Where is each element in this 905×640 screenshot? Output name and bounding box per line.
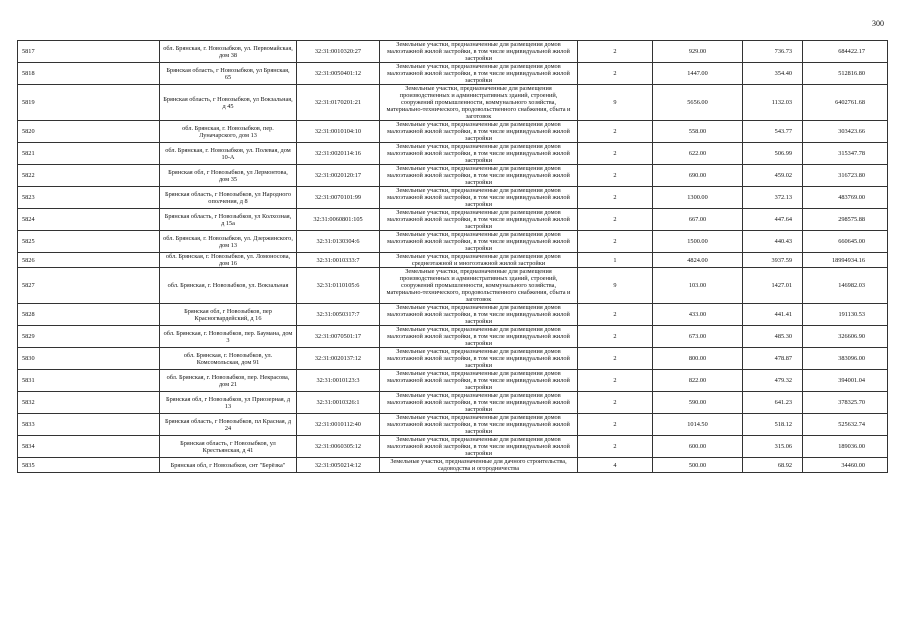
table-row: [18, 63, 888, 85]
cadastral-value-cell: 525632.74: [803, 414, 888, 436]
cadastral-value-cell: 315347.78: [803, 143, 888, 165]
specific-value-cell: 459.02: [743, 165, 803, 187]
specific-value-cell: 372.13: [743, 187, 803, 209]
area-cell: 667.00: [653, 209, 743, 231]
area-cell: 822.00: [653, 370, 743, 392]
area-cell: 622.00: [653, 143, 743, 165]
land-category-cell: Земельные участки, предназначенные для размещения домов малоэтажной жилой застройки, в том числе индивидуальной жилой застройки: [380, 392, 578, 414]
address-cell: Брянская область, г Новозыбков, пл Красная, д 24: [160, 414, 297, 436]
area-cell: 600.00: [653, 436, 743, 458]
table-row: [18, 414, 888, 436]
cadastral-number-cell: 32:31:0010326:1: [297, 392, 380, 414]
specific-value-cell: 1427.01: [743, 268, 803, 304]
specific-value-cell: 3937.59: [743, 253, 803, 268]
group-cell: 2: [578, 326, 653, 348]
cadastral-number-cell: 32:31:0010112:40: [297, 414, 380, 436]
table-row: [18, 143, 888, 165]
cadastral-number-cell: 32:31:0050317:7: [297, 304, 380, 326]
group-cell: 2: [578, 209, 653, 231]
table-row: [18, 121, 888, 143]
area-cell: 690.00: [653, 165, 743, 187]
area-cell: 500.00: [653, 458, 743, 473]
cadastral-value-cell: 394001.04: [803, 370, 888, 392]
table-row: [18, 268, 888, 304]
land-category-cell: Земельные участки, предназначенные для размещения домов малоэтажной жилой застройки, в том числе индивидуальной жилой застройки: [380, 414, 578, 436]
row-number-cell: 5824: [18, 209, 160, 231]
cadastral-number-cell: 32:31:0010320:27: [297, 41, 380, 63]
area-cell: 103.00: [653, 268, 743, 304]
row-number-cell: 5832: [18, 392, 160, 414]
row-number-cell: 5828: [18, 304, 160, 326]
row-number-cell: 5826: [18, 253, 160, 268]
row-number-cell: 5835: [18, 458, 160, 473]
specific-value-cell: 315.06: [743, 436, 803, 458]
cadastral-value-cell: 298575.88: [803, 209, 888, 231]
address-cell: обл. Брянская, г. Новозыбков, ул. Ломоносова, дом 16: [160, 253, 297, 268]
area-cell: 1447.00: [653, 63, 743, 85]
land-category-cell: Земельные участки, предназначенные для размещения домов малоэтажной жилой застройки, в том числе индивидуальной жилой застройки: [380, 304, 578, 326]
land-category-cell: Земельные участки, предназначенные для размещения домов малоэтажной жилой застройки, в том числе индивидуальной жилой застройки: [380, 165, 578, 187]
area-cell: 673.00: [653, 326, 743, 348]
area-cell: 558.00: [653, 121, 743, 143]
address-cell: Брянская обл, г Новозыбков, снт "Берёзка": [160, 458, 297, 473]
row-number-cell: 5822: [18, 165, 160, 187]
land-category-cell: Земельные участки, предназначенные для размещения домов малоэтажной жилой застройки, в том числе индивидуальной жилой застройки: [380, 231, 578, 253]
group-cell: 1: [578, 253, 653, 268]
cadastral-number-cell: 32:31:0050214:12: [297, 458, 380, 473]
group-cell: 2: [578, 304, 653, 326]
address-cell: Брянская область, г Новозыбков, ул Колхозная, д 15а: [160, 209, 297, 231]
specific-value-cell: 518.12: [743, 414, 803, 436]
cadastral-number-cell: 32:31:0020120:17: [297, 165, 380, 187]
specific-value-cell: 641.23: [743, 392, 803, 414]
specific-value-cell: 543.77: [743, 121, 803, 143]
address-cell: Брянская обл, г Новозыбков, ул Приозерная, д 13: [160, 392, 297, 414]
table-row: [18, 41, 888, 63]
row-number-cell: 5830: [18, 348, 160, 370]
address-cell: обл. Брянская, г. Новозыбков, ул. Дзержинского, дом 13: [160, 231, 297, 253]
specific-value-cell: 440.43: [743, 231, 803, 253]
group-cell: 2: [578, 392, 653, 414]
area-cell: 5656.00: [653, 85, 743, 121]
table-row: [18, 326, 888, 348]
specific-value-cell: 447.64: [743, 209, 803, 231]
area-cell: 4824.00: [653, 253, 743, 268]
address-cell: обл. Брянская, г. Новозыбков, пер. Баумана, дом 3: [160, 326, 297, 348]
cadastral-value-cell: 191130.53: [803, 304, 888, 326]
row-number-cell: 5821: [18, 143, 160, 165]
land-category-cell: Земельные участки, предназначенные для дачного строительства, садоводства и огородничества: [380, 458, 578, 473]
cadastral-number-cell: 32:31:0010104:10: [297, 121, 380, 143]
table-row: [18, 392, 888, 414]
cadastral-value-cell: 326606.90: [803, 326, 888, 348]
table-row: [18, 253, 888, 268]
row-number-cell: 5818: [18, 63, 160, 85]
specific-value-cell: 736.73: [743, 41, 803, 63]
address-cell: обл. Брянская, г. Новозыбков, ул. Полевая, дом 10-А: [160, 143, 297, 165]
land-category-cell: Земельные участки, предназначенные для размещения производственных и административных зданий, строений, сооружений промышленности, коммунального хозяйства, материально-технического, продовольственного снабжения, сбыта и заготовок: [380, 85, 578, 121]
cadastral-value-table: [17, 40, 888, 473]
cadastral-value-cell: 483769.00: [803, 187, 888, 209]
land-category-cell: Земельные участки, предназначенные для размещения производственных и административных зданий, строений, сооружений промышленности, коммунального хозяйства, материально-технического, продовольственного снабжения, сбыта и заготовок: [380, 268, 578, 304]
land-category-cell: Земельные участки, предназначенные для размещения домов малоэтажной жилой застройки, в том числе индивидуальной жилой застройки: [380, 326, 578, 348]
row-number-cell: 5820: [18, 121, 160, 143]
row-number-cell: 5823: [18, 187, 160, 209]
area-cell: 800.00: [653, 348, 743, 370]
cadastral-number-cell: 32:31:0010333:7: [297, 253, 380, 268]
land-category-cell: Земельные участки, предназначенные для размещения домов малоэтажной жилой застройки, в том числе индивидуальной жилой застройки: [380, 209, 578, 231]
table-row: [18, 436, 888, 458]
group-cell: 2: [578, 143, 653, 165]
cadastral-value-cell: 303423.66: [803, 121, 888, 143]
cadastral-value-cell: 684422.17: [803, 41, 888, 63]
row-number-cell: 5817: [18, 41, 160, 63]
land-category-cell: Земельные участки, предназначенные для размещения домов малоэтажной жилой застройки, в том числе индивидуальной жилой застройки: [380, 436, 578, 458]
area-cell: 433.00: [653, 304, 743, 326]
address-cell: Брянская обл, г Новозыбков, ул Лермонтова, дом 35: [160, 165, 297, 187]
cadastral-value-cell: 34460.00: [803, 458, 888, 473]
cadastral-value-cell: 18994934.16: [803, 253, 888, 268]
specific-value-cell: 68.92: [743, 458, 803, 473]
area-cell: 590.00: [653, 392, 743, 414]
table-row: [18, 458, 888, 473]
group-cell: 2: [578, 63, 653, 85]
group-cell: 2: [578, 121, 653, 143]
cadastral-value-cell: 378325.70: [803, 392, 888, 414]
address-cell: обл. Брянская, г. Новозыбков, ул. Вокзальная: [160, 268, 297, 304]
table-row: [18, 231, 888, 253]
cadastral-number-cell: 32:31:0020137:12: [297, 348, 380, 370]
land-category-cell: Земельные участки, предназначенные для размещения домов малоэтажной жилой застройки, в том числе индивидуальной жилой застройки: [380, 41, 578, 63]
cadastral-number-cell: 32:31:0060801:105: [297, 209, 380, 231]
cadastral-number-cell: 32:31:0050401:12: [297, 63, 380, 85]
specific-value-cell: 479.32: [743, 370, 803, 392]
cadastral-value-cell: 189036.00: [803, 436, 888, 458]
specific-value-cell: 354.40: [743, 63, 803, 85]
land-category-cell: Земельные участки, предназначенные для размещения домов среднеэтажной и многоэтажной жилой застройки: [380, 253, 578, 268]
area-cell: 929.00: [653, 41, 743, 63]
area-cell: 1300.00: [653, 187, 743, 209]
cadastral-value-cell: 146982.03: [803, 268, 888, 304]
row-number-cell: 5831: [18, 370, 160, 392]
area-cell: 1500.00: [653, 231, 743, 253]
specific-value-cell: 506.99: [743, 143, 803, 165]
row-number-cell: 5827: [18, 268, 160, 304]
group-cell: 2: [578, 187, 653, 209]
group-cell: 2: [578, 41, 653, 63]
address-cell: Брянская область, г Новозыбков, ул Вокзальная, д 45: [160, 85, 297, 121]
row-number-cell: 5825: [18, 231, 160, 253]
table-row: [18, 165, 888, 187]
group-cell: 2: [578, 348, 653, 370]
cadastral-number-cell: 32:31:0170201:21: [297, 85, 380, 121]
table-row: [18, 348, 888, 370]
table-row: [18, 209, 888, 231]
table-body: [18, 41, 888, 473]
address-cell: обл. Брянская, г. Новозыбков, ул. Комсомольская, дом 91: [160, 348, 297, 370]
cadastral-value-cell: 6402761.68: [803, 85, 888, 121]
land-category-cell: Земельные участки, предназначенные для размещения домов малоэтажной жилой застройки, в том числе индивидуальной жилой застройки: [380, 370, 578, 392]
row-number-cell: 5833: [18, 414, 160, 436]
row-number-cell: 5834: [18, 436, 160, 458]
row-number-cell: 5819: [18, 85, 160, 121]
cadastral-number-cell: 32:31:0020114:16: [297, 143, 380, 165]
cadastral-value-cell: 660645.00: [803, 231, 888, 253]
address-cell: обл. Брянская, г. Новозыбков, ул. Первомайская, дом 38: [160, 41, 297, 63]
page-number: 300: [872, 19, 884, 28]
table-row: [18, 187, 888, 209]
address-cell: Брянская область, г Новозыбков, ул Народного ополчения, д 8: [160, 187, 297, 209]
cadastral-value-cell: 383096.00: [803, 348, 888, 370]
cadastral-number-cell: 32:31:0070101:99: [297, 187, 380, 209]
group-cell: 9: [578, 85, 653, 121]
cadastral-number-cell: 32:31:0060305:12: [297, 436, 380, 458]
address-cell: Брянская область, г Новозыбков, ул Крестьянская, д 41: [160, 436, 297, 458]
address-cell: Брянская область, г Новозыбков, ул Брянская, 65: [160, 63, 297, 85]
group-cell: 2: [578, 414, 653, 436]
cadastral-number-cell: 32:31:0070501:17: [297, 326, 380, 348]
cadastral-number-cell: 32:31:0130304:6: [297, 231, 380, 253]
group-cell: 2: [578, 165, 653, 187]
table-row: [18, 370, 888, 392]
area-cell: 1014.50: [653, 414, 743, 436]
cadastral-value-cell: 512816.80: [803, 63, 888, 85]
address-cell: обл. Брянская, г. Новозыбков, пер. Некрасова, дом 21: [160, 370, 297, 392]
group-cell: 4: [578, 458, 653, 473]
land-category-cell: Земельные участки, предназначенные для размещения домов малоэтажной жилой застройки, в том числе индивидуальной жилой застройки: [380, 121, 578, 143]
cadastral-number-cell: 32:31:0110105:6: [297, 268, 380, 304]
cadastral-value-cell: 316723.80: [803, 165, 888, 187]
specific-value-cell: 441.41: [743, 304, 803, 326]
group-cell: 9: [578, 268, 653, 304]
land-category-cell: Земельные участки, предназначенные для размещения домов малоэтажной жилой застройки, в том числе индивидуальной жилой застройки: [380, 63, 578, 85]
group-cell: 2: [578, 436, 653, 458]
specific-value-cell: 1132.03: [743, 85, 803, 121]
specific-value-cell: 485.30: [743, 326, 803, 348]
specific-value-cell: 478.87: [743, 348, 803, 370]
group-cell: 2: [578, 231, 653, 253]
row-number-cell: 5829: [18, 326, 160, 348]
cadastral-number-cell: 32:31:0010123:3: [297, 370, 380, 392]
land-category-cell: Земельные участки, предназначенные для размещения домов малоэтажной жилой застройки, в том числе индивидуальной жилой застройки: [380, 187, 578, 209]
group-cell: 2: [578, 370, 653, 392]
land-category-cell: Земельные участки, предназначенные для размещения домов малоэтажной жилой застройки, в том числе индивидуальной жилой застройки: [380, 348, 578, 370]
land-category-cell: Земельные участки, предназначенные для размещения домов малоэтажной жилой застройки, в том числе индивидуальной жилой застройки: [380, 143, 578, 165]
address-cell: обл. Брянская, г. Новозыбков, пер. Луначарского, дом 13: [160, 121, 297, 143]
address-cell: Брянская обл, г Новозыбков, пер Красногвардейский, д 16: [160, 304, 297, 326]
table-row: [18, 304, 888, 326]
table-row: [18, 85, 888, 121]
